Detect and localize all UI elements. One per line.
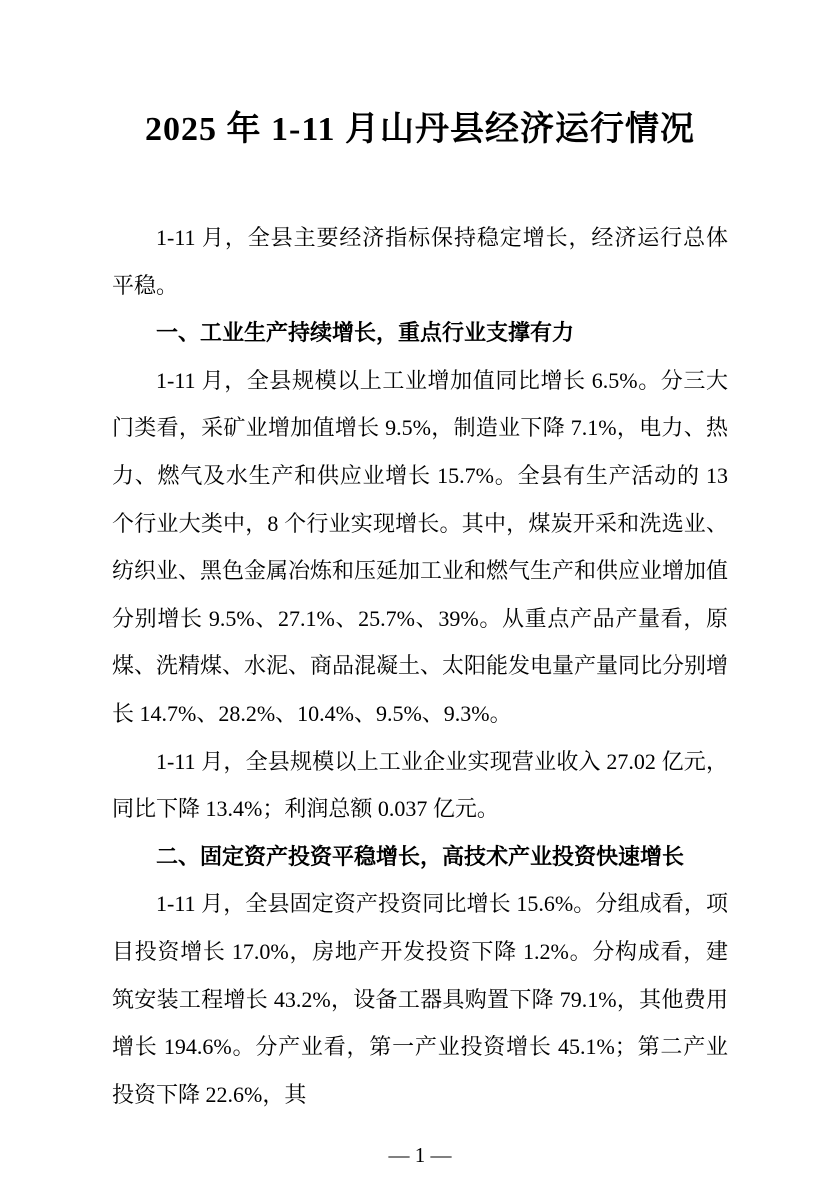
- page-number: — 1 —: [388, 1143, 452, 1168]
- document-title: 2025 年 1-11 月山丹县经济运行情况: [145, 111, 695, 148]
- section-2-paragraph-1: 1-11 月，全县固定资产投资同比增长 15.6%。分组成看，项目投资增长 17.0%，房地产开发投资下降 1.2%。分构成看，建筑安装工程增长 43.2%，设备工器具购置下降 79.1%，其他费用增长 194.6%。分产业看，第一产业投资增长 45.1%；第二产业投资下降 22.6%，其: [112, 891, 728, 1107]
- section-2-heading: 二、固定资产投资平稳增长，高技术产业投资快速增长: [156, 843, 685, 869]
- intro-paragraph: 1-11 月，全县主要经济指标保持稳定增长，经济运行总体平稳。: [112, 225, 728, 298]
- section-1-heading: 一、工业生产持续增长，重点行业支撑有力: [156, 320, 575, 346]
- section-1-paragraph-2: 1-11 月，全县规模以上工业企业实现营业收入 27.02 亿元，同比下降 13.4%；利润总额 0.037 亿元。: [112, 748, 728, 822]
- section-1-paragraph-1: 1-11 月，全县规模以上工业增加值同比增长 6.5%。分三大门类看，采矿业增加值增长 9.5%，制造业下降 7.1%，电力、热力、燃气及水生产和供应业增长 15.7%。全县有生产活动的 13 个行业大类中，8 个行业实现增长。其中，煤炭开采和洗选业、纺织业、黑色金属冶炼和压延加工业和燃气生产和供应业增加值分别增长 9.5%、27.1%、25.7%、39%。从重点产品产量看，原煤、洗精煤、水泥、商品混凝土、太阳能发电量产量同比分别增长 14.7%、28.2%、10.4%、9.5%、9.3%。: [112, 367, 729, 726]
